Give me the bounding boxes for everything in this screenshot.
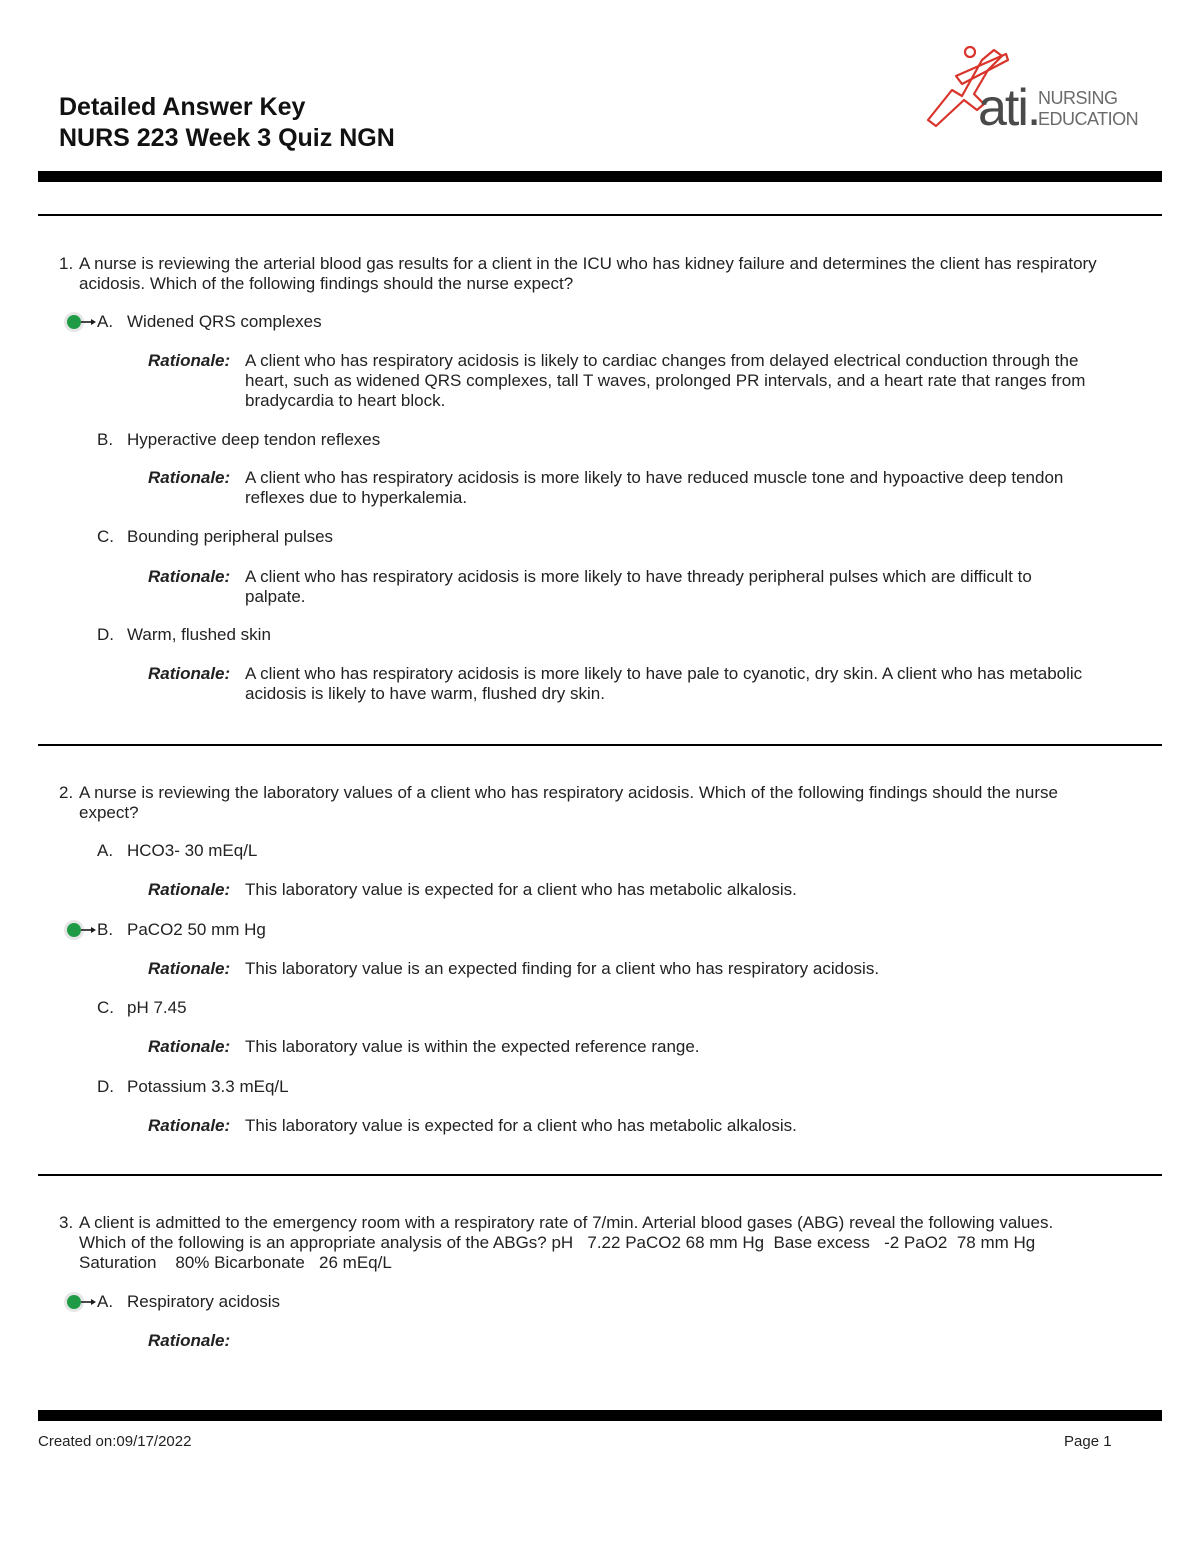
rationale-2b bbox=[148, 959, 1088, 979]
header-divider bbox=[38, 171, 1162, 182]
rationale-label: Rationale: bbox=[148, 880, 231, 899]
question-number: 1. bbox=[59, 254, 74, 273]
page-number: Page 1 bbox=[1064, 1433, 1112, 1450]
rationale-text: A client who has respiratory acidosis is more likely to have reduced muscle tone and hypoactive deep tendon reflexes due to hyperkalemia. bbox=[245, 468, 1064, 507]
option-text: Potassium 3.3 mEq/L bbox=[127, 1077, 289, 1096]
option-text: Respiratory acidosis bbox=[127, 1292, 281, 1311]
option-text: PaCO2 50 mm Hg bbox=[127, 920, 266, 939]
rationale-label: Rationale: bbox=[148, 567, 231, 586]
rationale-1b bbox=[148, 468, 1088, 508]
page-title bbox=[59, 92, 395, 154]
correct-answer-icon bbox=[63, 1290, 97, 1314]
rationale-text: A client who has respiratory acidosis is more likely to have pale to cyanotic, dry skin. A client who has metabolic acidosis is likely to have warm, flushed dry skin. bbox=[245, 664, 1083, 703]
correct-answer-icon bbox=[63, 310, 97, 334]
question-text: A client is admitted to the emergency room with a respiratory rate of 7/min. Arterial blood gases (ABG) reveal the following values. Which of the following is an appropriate analysis of the ABGs? pH 7.22 PaCO2 68 mm Hg Base excess -2 PaO2 78 mm Hg Saturation 80% Bicarbonate 26 mEq/L bbox=[79, 1213, 1058, 1272]
question-text: A nurse is reviewing the laboratory values of a client who has respiratory acidosis. Which of the following findings should the nurse expect? bbox=[79, 783, 1058, 822]
created-date: Created on:09/17/2022 bbox=[38, 1433, 192, 1450]
rationale-text: This laboratory value is expected for a client who has metabolic alkalosis. bbox=[245, 880, 797, 899]
logo-sub-line-1: NURSING bbox=[1038, 88, 1118, 108]
option-text: Warm, flushed skin bbox=[127, 625, 271, 644]
option-text: Widened QRS complexes bbox=[127, 312, 322, 331]
ati-logo bbox=[918, 40, 1138, 140]
rationale-2a bbox=[148, 880, 1088, 900]
option-text: pH 7.45 bbox=[127, 998, 187, 1017]
rationale-text: This laboratory value is within the expected reference range. bbox=[245, 1037, 700, 1056]
option-1d[interactable]: D. Warm, flushed skin bbox=[97, 625, 271, 644]
logo-word: ati. bbox=[978, 79, 1040, 137]
question-3 bbox=[59, 1213, 1099, 1273]
option-text: Bounding peripheral pulses bbox=[127, 527, 334, 546]
option-1a[interactable]: A. Widened QRS complexes bbox=[97, 312, 322, 331]
rationale-text: A client who has respiratory acidosis is more likely to have thready peripheral pulses which are difficult to palpate. bbox=[245, 567, 1032, 606]
title-line-1: Detailed Answer Key bbox=[59, 93, 306, 121]
rationale-label: Rationale: bbox=[148, 959, 231, 978]
rationale-label: Rationale: bbox=[148, 468, 231, 487]
rationale-2c bbox=[148, 1037, 1088, 1057]
option-2c[interactable]: C. pH 7.45 bbox=[97, 998, 187, 1017]
rationale-label: Rationale: bbox=[148, 1331, 231, 1350]
question-number: 3. bbox=[59, 1213, 74, 1232]
question-text: A nurse is reviewing the arterial blood gas results for a client in the ICU who has kidney failure and determines the client has respiratory acidosis. Which of the following findings should the nurse expect? bbox=[79, 254, 1097, 293]
option-text: Hyperactive deep tendon reflexes bbox=[127, 430, 381, 449]
logo-subtitle bbox=[1038, 88, 1138, 130]
option-2a[interactable]: A. HCO3- 30 mEq/L bbox=[97, 841, 258, 860]
option-2b[interactable]: B. PaCO2 50 mm Hg bbox=[97, 920, 266, 939]
rationale-1c bbox=[148, 567, 1088, 607]
rationale-text: This laboratory value is expected for a client who has metabolic alkalosis. bbox=[245, 1116, 797, 1135]
rationale-label: Rationale: bbox=[148, 1037, 231, 1056]
option-text: HCO3- 30 mEq/L bbox=[127, 841, 258, 860]
rationale-1d bbox=[148, 664, 1088, 704]
title-line-2: NURS 223 Week 3 Quiz NGN bbox=[59, 124, 395, 152]
logo-sub-line-2: EDUCATION bbox=[1038, 109, 1139, 129]
rationale-label: Rationale: bbox=[148, 664, 231, 683]
question-divider bbox=[38, 1174, 1162, 1176]
rationale-1a bbox=[148, 351, 1088, 411]
footer-divider bbox=[38, 1410, 1162, 1421]
option-2d[interactable]: D. Potassium 3.3 mEq/L bbox=[97, 1077, 289, 1096]
rationale-label: Rationale: bbox=[148, 351, 231, 370]
rationale-label: Rationale: bbox=[148, 1116, 231, 1135]
rationale-text: A client who has respiratory acidosis is likely to cardiac changes from delayed electrical conduction through the heart, such as widened QRS complexes, tall T waves, prolonged PR intervals, and a heart rate that ranges from bradycardia to heart block. bbox=[245, 351, 1086, 410]
question-number: 2. bbox=[59, 783, 74, 802]
correct-answer-icon bbox=[63, 918, 97, 942]
option-1b[interactable]: B. Hyperactive deep tendon reflexes bbox=[97, 430, 381, 449]
question-divider bbox=[38, 744, 1162, 746]
rationale-2d bbox=[148, 1116, 1088, 1136]
option-3a[interactable]: A. Respiratory acidosis bbox=[97, 1292, 281, 1311]
rationale-text: This laboratory value is an expected finding for a client who has respiratory acidosis. bbox=[245, 959, 880, 978]
question-1 bbox=[59, 254, 1099, 294]
option-1c[interactable]: C. Bounding peripheral pulses bbox=[97, 527, 334, 546]
question-2 bbox=[59, 783, 1099, 823]
section-divider bbox=[38, 214, 1162, 216]
